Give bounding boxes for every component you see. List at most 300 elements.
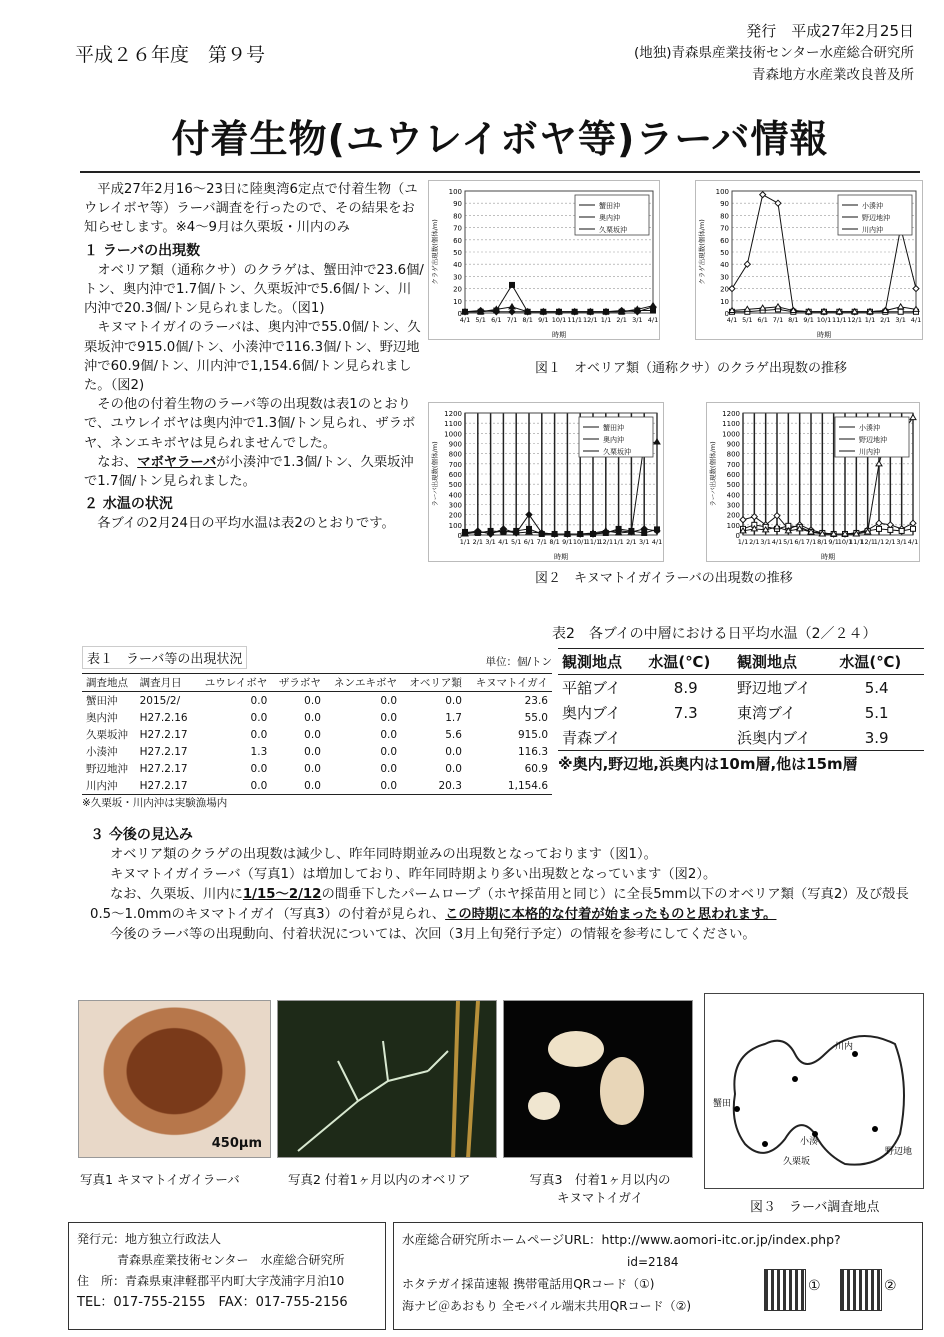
x-tick-label: 7/1 [772,316,784,324]
data-point [775,200,781,206]
legend-entry: 野辺地沖 [859,436,887,444]
table1-cell: 0.0 [250,728,268,741]
y-tick-label: 500 [448,481,462,490]
data-point [729,286,735,292]
table1-header: オベリア類 [401,674,466,692]
x-tick-label: 11/1 [585,538,601,546]
qr2-mark: ② [884,1278,897,1294]
section1-heading: １ ラーバの出現数 [84,242,201,259]
publisher-org1: (地独)青森県産業技術センター水産総合研究所 [634,45,914,61]
table1-header: 調査地点 [82,674,136,692]
section3-heading: ３ 今後の見込み [90,827,193,843]
table2-cell: 5.1 [864,703,889,722]
y-tick-label: 400 [448,491,462,500]
table1-cell: 0.0 [304,779,321,792]
table-row [82,743,552,760]
fig1-caption: 図１ オベリア類（通称クサ）のクラゲ出現数の推移 [535,361,848,376]
x-axis-label: 時期 [821,553,835,561]
legend-entry: 久栗坂沖 [603,448,631,456]
x-tick-label: 10/1 [837,538,853,546]
x-tick-label: 4/1 [459,316,471,324]
map-caption: 図３ ラーバ調査地点 [750,1200,880,1215]
x-tick-label: 10/1 [551,316,567,324]
x-tick-label: 2/1 [880,316,891,324]
y-tick-label: 700 [726,460,740,469]
data-point [654,439,660,444]
y-tick-label: 300 [726,501,740,510]
y-axis-label: クラゲ出現数(個体/m) [698,219,706,285]
para4-b: が小湊沖で1.3個/トン、久栗坂沖で1.7個/トン見られました。 [84,454,414,490]
x-tick-label: 7/1 [536,538,548,546]
table-row [558,675,924,701]
qr-code-1-icon[interactable] [764,1269,806,1311]
y-tick-label: 100 [726,521,740,530]
table2-cell: 奥内ブイ [562,704,621,722]
y-tick-label: 80 [720,212,729,221]
footer-links [393,1222,923,1330]
table1-cell: 116.3 [517,745,548,758]
table1-cell: 野辺地沖 [86,763,128,775]
table1-cell: 0.0 [304,728,321,741]
x-tick-label: 3/1 [632,316,643,324]
x-tick-label: 8/1 [522,316,533,324]
x-tick-label: 5/1 [783,538,794,546]
table1-cell: 55.0 [524,711,548,724]
table1-note: ※久栗坂・川内沖は実験漁場内 [82,797,228,809]
table-row [82,692,552,710]
y-tick-label: 40 [453,261,462,270]
table1-cell: 0.0 [380,745,398,758]
x-tick-label: 11/1 [567,316,582,324]
y-tick-label: 0 [457,310,462,318]
y-axis-label: ラーバ出現数(個体/m) [431,441,439,507]
footer-tel: TEL：017-755-2155 FAX：017-755-2156 [77,1295,348,1310]
y-tick-label: 40 [720,261,729,270]
x-tick-label: 12/1 [847,316,862,324]
table1-cell: 0.0 [445,745,462,758]
table1-caption: 表１ ラーバ等の出現状況 [82,646,247,669]
x-tick-label: 7/1 [805,538,817,546]
table1 [82,673,552,795]
y-tick-label: 10 [453,297,462,306]
table-row [82,777,552,795]
table1-cell: 久栗坂沖 [86,729,128,741]
x-tick-label: 1/1 [600,316,612,324]
section2-heading: ２ 水温の状況 [84,496,173,513]
table2-cell: 青森ブイ [562,729,621,747]
table2-cell: 野辺地ブイ [737,679,811,697]
legend-entry: 川内沖 [859,448,880,456]
y-axis-label: クラゲ出現数(個体/m) [431,219,439,285]
table1-cell: H27.2.17 [139,779,188,792]
footer-qr2-label: 海ナビ＠あおもり 全モバイル端末共用QRコード（②) [402,1299,692,1313]
y-tick-label: 700 [448,460,462,469]
y-tick-label: 90 [453,200,462,209]
x-tick-label: 12/1 [860,538,875,546]
x-tick-label: 8/1 [549,538,560,546]
y-tick-label: 600 [448,471,462,479]
x-tick-label: 2/1 [616,316,627,324]
table2-cell [644,725,733,751]
x-tick-label: 2/1 [749,538,760,546]
table1-cell: 915.0 [517,728,548,741]
table1-cell: 奥内沖 [86,712,118,724]
table1-cell: H27.2.17 [139,762,188,775]
y-tick-label: 60 [720,236,729,245]
table-row [82,709,552,726]
footer-url-id[interactable]: id=2184 [627,1255,679,1269]
x-tick-label: 1/1 [864,316,876,324]
y-tick-label: 300 [448,501,462,510]
table2-cell: 浜奥内ブイ [737,729,811,747]
y-tick-label: 30 [453,273,462,282]
x-tick-label: 3/1 [638,538,650,546]
x-tick-label: 9/1 [538,316,549,324]
y-tick-label: 100 [448,188,462,196]
y-tick-label: 0 [735,532,740,540]
x-tick-label: 4/1 [651,538,663,546]
footer-address: 住 所：青森県東津軽郡平内町大字茂浦字月泊10 [77,1274,345,1288]
table1-header: 調査月日 [136,674,196,692]
para4-a: なお、 [97,454,138,470]
map-label-kominato: 小湊 [800,1137,819,1147]
photo2-obelia [277,1000,497,1158]
x-tick-label: 3/1 [895,316,906,324]
map-label-kawauchi: 川内 [835,1042,854,1052]
photo1-clam-larva [78,1000,271,1158]
para4-underlined: マボヤラーバ [137,454,217,470]
table-row [558,725,924,751]
legend-entry: 小湊沖 [862,202,883,210]
y-tick-label: 800 [448,450,462,459]
table1-cell: 0.0 [380,728,398,741]
data-point [876,520,882,526]
table2-cell: 東湾ブイ [737,704,796,722]
table2-cell: 7.3 [673,703,698,722]
data-point [655,527,660,532]
table1-unit: 単位：個/トン [485,656,552,668]
y-tick-label: 800 [726,450,740,459]
data-point [526,512,532,518]
y-axis-label: ラーバ出現数(個体/m) [709,441,717,507]
y-tick-label: 70 [720,224,729,233]
table2-block [558,648,924,774]
table1-cell: 0.0 [304,745,321,758]
map-label-kurisaka: 久栗坂 [783,1157,811,1167]
x-tick-label: 10/1 [816,316,832,324]
section3-para1: オベリア類のクラゲの出現数は減少し、昨年同時期並みの出現数となっております（図1）。 [109,847,657,862]
map-survey-sites [704,993,924,1189]
table-row [558,700,924,725]
footer-url[interactable]: 水産総合研究所ホームページURL：http://www.aomori-itc.or.jp/index.php? [402,1232,841,1247]
y-tick-label: 100 [715,188,729,196]
legend-entry: 蟹田沖 [599,202,620,210]
table1-header: ユウレイボヤ [196,674,272,692]
x-tick-label: 8/1 [788,316,799,324]
y-tick-label: 0 [457,532,462,540]
section3 [90,825,920,945]
x-axis-label: 時期 [552,331,566,339]
data-point [910,415,916,420]
photo1-scale: 450μm [211,1136,262,1151]
y-tick-label: 900 [726,440,740,449]
section3-para3 [90,885,920,925]
table2-header: 観測地点 [558,649,644,675]
y-tick-label: 0 [724,310,729,318]
table2-cell: 5.4 [864,678,889,697]
x-tick-label: 4/1 [910,316,922,324]
photo3-caption [520,1170,680,1206]
y-tick-label: 90 [720,200,729,209]
intro-lead: 平成27年2月16～23日に陸奥湾6定点で付着生物（ユウレイボヤ等）ラーバ調査を行ったので、その結果をお知らせします。※4～9月は久栗坂・川内のみ [84,182,418,236]
x-tick-label: 4/1 [726,316,738,324]
y-tick-label: 100 [448,521,462,530]
intro-text [84,180,424,534]
x-tick-label: 10/1 [572,538,588,546]
legend-entry: 小湊沖 [859,424,880,432]
data-point [509,304,515,309]
y-tick-label: 1200 [444,410,462,418]
y-tick-label: 50 [453,249,462,257]
data-point [510,282,515,287]
data-point [650,303,656,308]
table1-cell: 0.0 [380,779,398,792]
x-tick-label: 3/1 [896,538,907,546]
photo3-caption-2: キヌマトイガイ [556,1190,643,1205]
table2-header: 水温(℃) [644,649,733,675]
x-tick-label: 3/1 [485,538,496,546]
data-point [888,527,893,532]
qr1-mark: ① [808,1278,821,1294]
table1-block [82,646,552,810]
y-tick-label: 1000 [722,430,740,439]
photo3-caption-1: 写真3 付着1ヶ月以内の [529,1172,671,1187]
table1-cell: 0.0 [304,694,321,707]
table1-cell: 5.6 [445,728,462,741]
data-point [913,286,919,292]
table1-cell: 0.0 [445,762,462,775]
legend-entry: 奥内沖 [603,436,624,444]
section1-para3: その他の付着生物のラーバ等の出現数は表1のとおりで、ユウレイボヤは奥内沖で1.3個/トン見られ、ザラボヤ、ネンエキボヤは見られませんでした。 [84,397,416,451]
table1-cell: 0.0 [250,762,268,775]
x-tick-label: 11/1 [849,538,864,546]
x-tick-label: 5/1 [510,538,522,546]
photo2-caption: 写真2 付着1ヶ月以内のオベリア [288,1172,471,1187]
section1-para1: オベリア類（通称クサ）のクラゲは、蟹田沖で23.6個/トン、奥内沖で1.7個/トン、久栗坂沖で5.6個/トン、川内沖で20.3個/トン見られました。（図1) [84,262,424,317]
table-row [82,726,552,743]
table1-cell: 60.9 [524,762,548,775]
issue-number: 平成２６年度 第９号 [75,44,266,66]
y-tick-label: 600 [726,471,740,479]
table1-cell: 0.0 [380,762,398,775]
x-tick-label: 2/1 [885,538,896,546]
fig1-chart-right [695,180,923,340]
x-tick-label: 12/1 [583,316,598,324]
x-tick-label: 2/1 [472,538,484,546]
x-tick-label: 9/1 [828,538,839,546]
y-tick-label: 20 [453,285,462,294]
data-point [898,309,903,314]
data-point [509,309,515,315]
data-point [760,192,766,198]
legend-entry: 奥内沖 [599,214,620,222]
bay-map [705,994,924,1189]
table1-cell: 20.3 [438,779,462,792]
y-tick-label: 70 [453,224,462,233]
x-tick-label: 11/1 [832,316,847,324]
section1-para2: キヌマトイガイのラーバは、奥内沖で55.0個/トン、久栗坂沖で915.0個/トン、小湊沖で116.3個/トン、野辺地沖で60.9個/トン、川内沖で1,154.6個/トン見られました。（図2) [84,320,421,394]
table1-cell: 0.0 [250,711,268,724]
y-tick-label: 20 [720,285,729,294]
fig1-chart-left [428,180,660,340]
data-point [642,530,647,535]
table1-cell: 0.0 [380,711,398,724]
y-tick-label: 200 [448,511,462,520]
table2-header: 水温(℃) [835,649,924,675]
y-tick-label: 1100 [722,420,740,429]
table1-cell: 1.7 [445,711,462,724]
y-tick-label: 60 [453,236,462,245]
data-point [744,261,750,267]
x-tick-label: 5/1 [475,316,486,324]
section1-para4 [84,453,424,491]
x-tick-label: 6/1 [491,316,502,324]
x-axis-label: 時期 [817,331,831,339]
photo3-mussel-spat [503,1000,693,1158]
table1-cell: 23.6 [524,694,548,707]
x-tick-label: 4/1 [771,538,783,546]
x-tick-label: 4/1 [498,538,509,546]
x-tick-label: 4/1 [647,316,659,324]
data-point [876,461,882,466]
x-tick-label: 6/1 [794,538,805,546]
table1-cell: H27.2.16 [139,711,188,724]
x-tick-label: 1/1 [873,538,885,546]
section3-para2: キヌマトイガイラーバ（写真1）は増加しており、昨年同時期より多い出現数となっています（図2）。 [109,867,717,882]
section3-para4: 今後のラーバ等の出現動向、付着状況については、次回（3月上旬発行予定）の情報を参考にしてください。 [109,927,756,942]
table1-cell: 0.0 [304,762,321,775]
x-tick-label: 4/1 [907,538,919,546]
table1-cell: 0.0 [250,694,268,707]
photo1-caption: 写真1 キヌマトイガイラーバ [80,1172,240,1187]
table1-header: ザラボヤ [271,674,325,692]
p3-b: の間垂下したパームロープ（ホヤ採苗用と同じ）に全長5mm以下のオベリア類（写真2）及び殻長0.5～1.0mmのキヌマトイガイ（写真3）の付着が見られ、 [90,887,909,922]
x-tick-label: 1/1 [613,538,624,546]
table1-cell: 2015/2/ [139,694,181,707]
table1-header: ネンエキボヤ [325,674,401,692]
data-point [898,304,904,309]
table1-cell: 小湊沖 [86,746,118,758]
fig2-chart-left [428,402,664,562]
data-point [899,528,904,533]
p3-underline1: 1/15～2/12 [242,887,322,902]
x-tick-label: 2/1 [626,538,637,546]
x-tick-label: 7/1 [506,316,518,324]
page-title: 付着生物(ユウレイボヤ等)ラーバ情報 [80,108,920,173]
table1-cell: H27.2.17 [139,728,188,741]
header-publisher [634,20,914,86]
table1-cell: 川内沖 [86,780,118,792]
table2-cell: 平舘ブイ [562,679,621,697]
x-tick-label: 1/1 [459,538,471,546]
y-tick-label: 80 [453,212,462,221]
issue-date: 発行 平成27年2月25日 [746,22,914,40]
data-point [651,308,656,313]
table1-cell: 0.0 [445,694,462,707]
y-tick-label: 1000 [444,430,462,439]
y-tick-label: 200 [726,511,740,520]
spat-drawing [504,1001,693,1158]
footer-qr1-label: ホタテガイ採苗速報 携帯電話用QRコード（①) [402,1277,655,1291]
series-line [465,285,653,312]
table1-cell: 1,154.6 [507,779,548,792]
legend-entry: 蟹田沖 [603,424,624,432]
data-point [911,526,916,531]
legend-entry: 野辺地沖 [862,214,890,222]
x-tick-label: 5/1 [742,316,753,324]
data-point [877,526,882,531]
table2-caption: 表2 各ブイの中層における日平均水温（2／２４） [552,626,877,642]
table1-cell: 0.0 [304,711,321,724]
table1-cell: 蟹田沖 [86,695,118,707]
x-tick-label: 9/1 [562,538,573,546]
table2-header: 観測地点 [733,649,835,675]
data-point [740,517,746,523]
x-tick-label: 3/1 [760,538,771,546]
table2-cell: 8.9 [673,678,698,697]
y-tick-label: 1100 [444,420,462,429]
table1-cell: 0.0 [380,694,398,707]
y-tick-label: 50 [720,249,729,257]
table1-header: キヌマトイガイ [466,674,552,692]
table-row [82,760,552,777]
map-label-kanita: 蟹田 [713,1099,732,1109]
x-axis-label: 時期 [554,553,568,561]
p3-underline2: この時期に本格的な付着が始まったものと思われます。 [445,907,777,922]
p3-a: なお、久栗坂、川内に [109,887,243,902]
y-tick-label: 400 [726,491,740,500]
table2-cell: 3.9 [864,728,889,747]
map-label-noheji: 野辺地 [885,1147,913,1157]
table1-cell: 0.0 [250,779,268,792]
table1-cell: 1.3 [250,745,268,758]
table2-note: ※奥内,野辺地,浜奥内は10m層,他は15m層 [558,755,858,773]
obelia-drawing [278,1001,497,1158]
legend-entry: 久栗坂沖 [599,226,627,234]
y-tick-label: 500 [726,481,740,490]
x-tick-label: 6/1 [523,538,535,546]
fig2-chart-right [706,402,920,562]
y-tick-label: 1200 [722,410,740,418]
footer-publisher [68,1222,386,1330]
x-tick-label: 6/1 [757,316,768,324]
y-tick-label: 900 [448,440,462,449]
y-tick-label: 10 [720,297,729,306]
qr-code-2-icon[interactable] [840,1269,882,1311]
section2-para: 各ブイの2月24日の平均水温は表2のとおりです。 [97,516,395,532]
table2 [558,648,924,751]
y-tick-label: 30 [720,273,729,282]
x-tick-label: 12/1 [598,538,614,546]
legend-entry: 川内沖 [862,226,883,234]
footer-publisher-label: 発行元：地方独立行政法人 [77,1232,222,1246]
footer-publisher-name: 青森県産業技術センター 水産総合研究所 [117,1253,345,1267]
data-point [910,520,916,526]
publisher-org2: 青森地方水産業改良普及所 [752,67,914,83]
x-tick-label: 8/1 [817,538,828,546]
fig2-caption: 図２ キヌマトイガイラーバの出現数の推移 [535,571,793,586]
table1-cell: H27.2.17 [139,745,188,758]
